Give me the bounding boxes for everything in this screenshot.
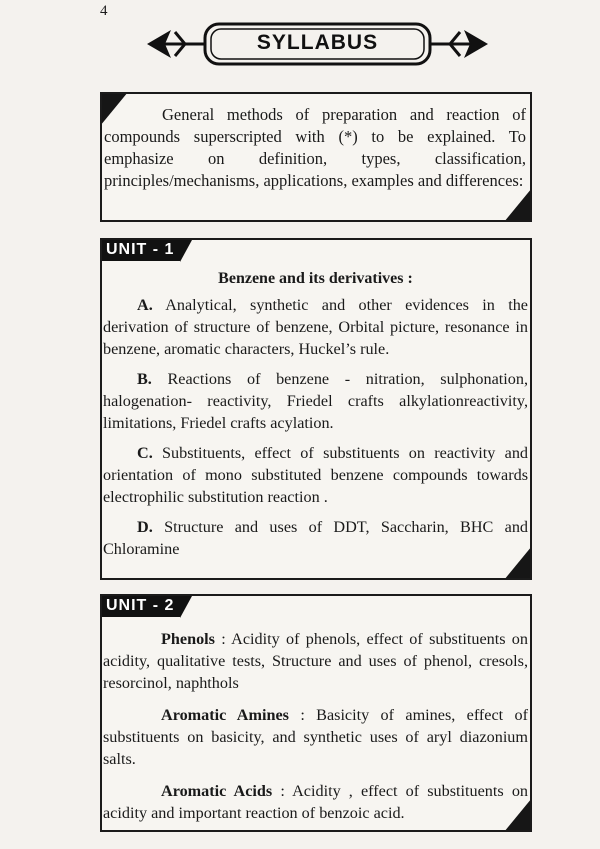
unit-1-item-d: [103, 516, 528, 560]
syllabus-banner: [145, 18, 490, 70]
item-term: Aromatic Acids: [161, 782, 273, 800]
corner-decoration: [504, 188, 532, 222]
item-text: Substituents, effect of substituents on reactivity and orientation of mono substituted benzene compounds towards electrophilic substitution reaction .: [103, 444, 529, 506]
corner-decoration: [100, 92, 128, 126]
unit-1-box: [100, 238, 532, 580]
item-marker: D.: [137, 518, 153, 536]
unit-2-item-phenols: [103, 628, 528, 694]
intro-text: General methods of preparation and reaction of compounds superscripted with (*) to be explained. To emphasize on definition, types, classification, principles/mechanisms, applications, examples and differences:: [104, 105, 526, 190]
item-text: : Acidity of phenols, effect of substituents on acidity, qualitative tests, Structure and uses of phenol, cresols, resorcinol, naphthols: [103, 630, 528, 692]
unit-1-item-a: [103, 294, 528, 360]
item-marker: A.: [137, 296, 153, 314]
unit-2-label: UNIT - 2: [102, 596, 180, 617]
item-term: Aromatic Amines: [161, 706, 289, 724]
unit-1-item-c: [103, 442, 528, 508]
unit-2-item-amines: [103, 704, 528, 770]
item-text: Structure and uses of DDT, Saccharin, BHC and Chloramine: [103, 518, 529, 558]
intro-box: [100, 92, 532, 222]
item-term: Phenols: [161, 630, 215, 648]
unit-1-item-b: [103, 368, 528, 434]
syllabus-title: SYLLABUS: [256, 31, 379, 54]
unit-1-heading: Benzene and its derivatives :: [218, 270, 413, 287]
item-marker: C.: [137, 444, 153, 462]
item-text: Reactions of benzene - nitration, sulphonation, halogenation- reactivity, Friedel crafts alkylationreactivity, limitations, Friedel crafts acylation.: [103, 370, 528, 432]
page-number: 4: [100, 3, 108, 19]
item-text: Analytical, synthetic and other evidences in the derivation of structure of benzene, Orbital picture, resonance in benzene, aromatic characters, Huckel’s rule.: [103, 296, 528, 358]
unit-2-item-acids: [103, 780, 528, 824]
item-text: : Acidity , effect of substituents on acidity and important reaction of benzoic acid.: [103, 782, 529, 822]
item-text: : Basicity of amines, effect of substituents on basicity, and synthetic uses of aryl diazonium salts.: [103, 706, 529, 768]
unit-2-box: [100, 594, 532, 832]
unit-1-label: UNIT - 1: [102, 240, 180, 261]
item-marker: B.: [137, 370, 152, 388]
